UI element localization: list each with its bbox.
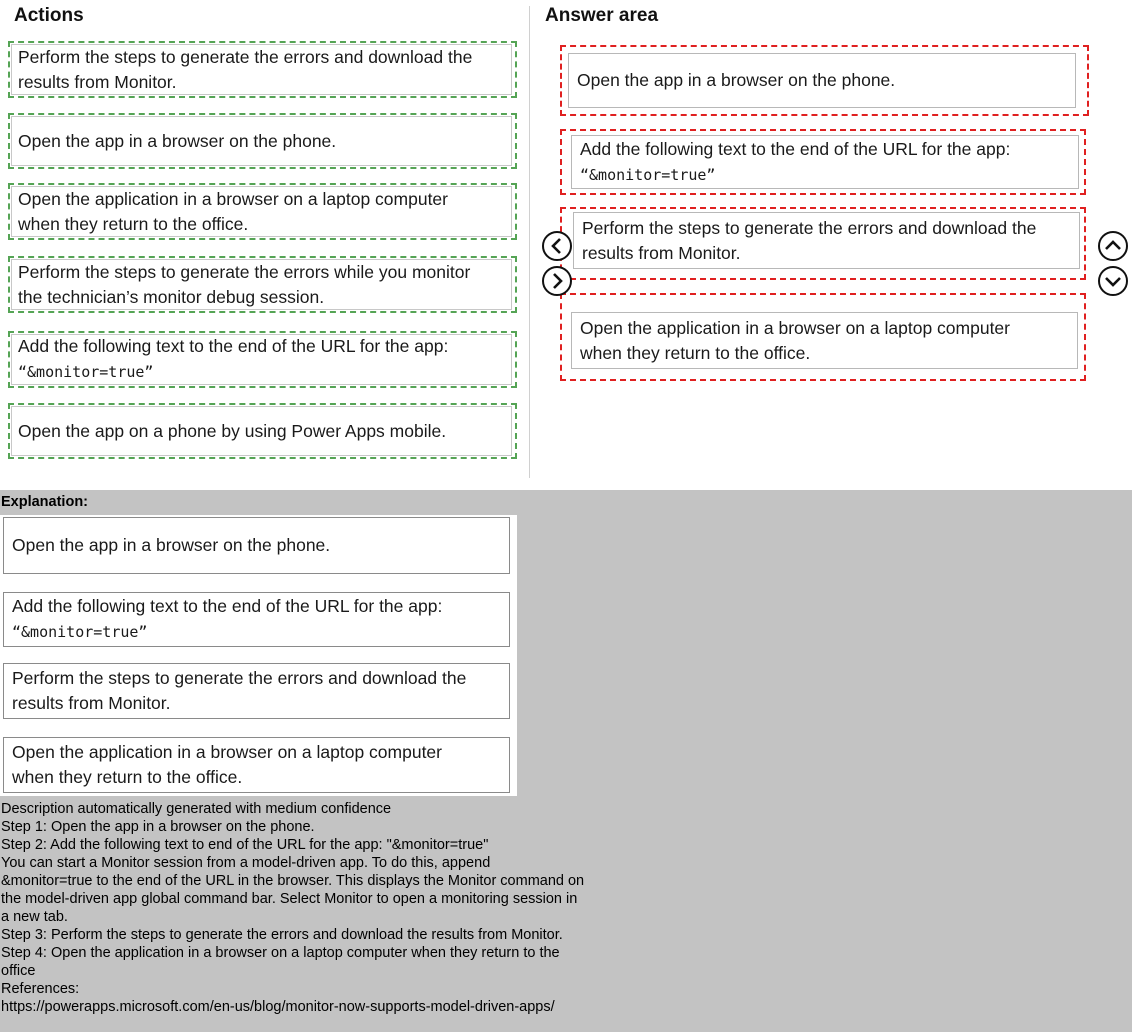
action-item[interactable] [8,403,517,459]
action-item[interactable] [8,331,517,388]
explanation-line: Step 4: Open the application in a browser on a laptop computer when they return to the [1,945,560,961]
move-down-button[interactable] [1098,266,1128,296]
explanation-card-line2: results from Monitor. [12,693,171,713]
chevron-down-icon [1104,272,1122,290]
answer-line1: Add the following text to the end of the URL for the app: [580,138,1011,159]
explanation-card-line2: when they return to the office. [12,767,243,787]
answer-line1: Open the app in a browser on the phone. [577,70,896,90]
answer-line2: results from Monitor. [582,242,741,263]
explanation-line: office [1,963,36,979]
chevron-left-icon [548,237,566,255]
explanation-title: Explanation: [1,494,89,510]
actions-heading: Actions [14,5,84,26]
explanation-line: &monitor=true to the end of the URL in the browser. This displays the Monitor command on [1,873,585,889]
answer-card[interactable] [571,135,1079,189]
action-line1: Perform the steps to generate the errors while you monitor [18,261,471,282]
explanation-line: a new tab. [1,909,68,925]
answer-slot[interactable] [560,45,1089,116]
action-line2: results from Monitor. [18,71,177,92]
reference-link[interactable]: https://powerapps.microsoft.com/en-us/blog/monitor-now-supports-model-driven-apps/ [1,999,555,1015]
answer-area-heading: Answer area [545,5,659,26]
explanation-text [1,800,641,1016]
action-line1: Add the following text to the end of the URL for the app: [18,336,449,356]
answer-card[interactable] [568,53,1076,108]
action-item[interactable] [8,256,517,313]
action-item[interactable] [8,183,517,240]
move-up-button[interactable] [1098,231,1128,261]
explanation-line: Step 1: Open the app in a browser on the phone. [1,819,315,835]
action-line2: the technician’s monitor debug session. [18,286,325,307]
explanation-card [3,737,510,793]
answer-card[interactable] [573,212,1080,269]
explanation-card-line1: Open the app in a browser on the phone. [12,535,331,555]
explanation-card [3,663,510,719]
answer-slot[interactable] [560,207,1086,280]
action-line1: Open the application in a browser on a laptop computer [18,188,448,209]
explanation-card-line2: “&monitor=true” [12,623,148,641]
explanation-card-line1: Open the application in a browser on a laptop computer [12,742,442,762]
action-item[interactable] [8,113,517,169]
answer-line1: Perform the steps to generate the errors and download the [582,217,1037,238]
move-left-button[interactable] [542,231,572,261]
question-area [0,0,1132,490]
answer-line2: when they return to the office. [580,342,811,363]
explanation-card [3,517,510,574]
answer-slot[interactable] [560,293,1086,381]
move-right-button[interactable] [542,266,572,296]
column-divider [529,6,530,478]
action-line2: “&monitor=true” [18,363,154,381]
explanation-line: You can start a Monitor session from a model-driven app. To do this, append [1,855,491,871]
answer-card[interactable] [571,312,1078,369]
answer-slot[interactable] [560,129,1086,195]
chevron-right-icon [548,272,566,290]
action-line1: Perform the steps to generate the errors and download the [18,46,473,67]
explanation-card-line1: Add the following text to the end of the URL for the app: [12,596,443,616]
action-item[interactable] [8,41,517,98]
explanation-line: Step 3: Perform the steps to generate the errors and download the results from Monitor. [1,927,563,943]
action-line1: Open the app on a phone by using Power Apps mobile. [18,420,447,441]
chevron-up-icon [1104,237,1122,255]
explanation-line: Description automatically generated with medium confidence [1,801,392,817]
answer-line1: Open the application in a browser on a laptop computer [580,317,1010,338]
explanation-line: References: [1,981,80,997]
action-line1: Open the app in a browser on the phone. [18,130,337,151]
explanation-line: Step 2: Add the following text to end of the URL for the app: "&monitor=true" [1,837,489,853]
explanation-card [3,592,510,647]
answer-line2: “&monitor=true” [580,165,716,184]
explanation-line: the model-driven app global command bar. Select Monitor to open a monitoring session in [1,891,578,907]
explanation-image [0,515,517,796]
action-line2: when they return to the office. [18,213,249,234]
explanation-card-line1: Perform the steps to generate the errors and download the [12,668,467,688]
